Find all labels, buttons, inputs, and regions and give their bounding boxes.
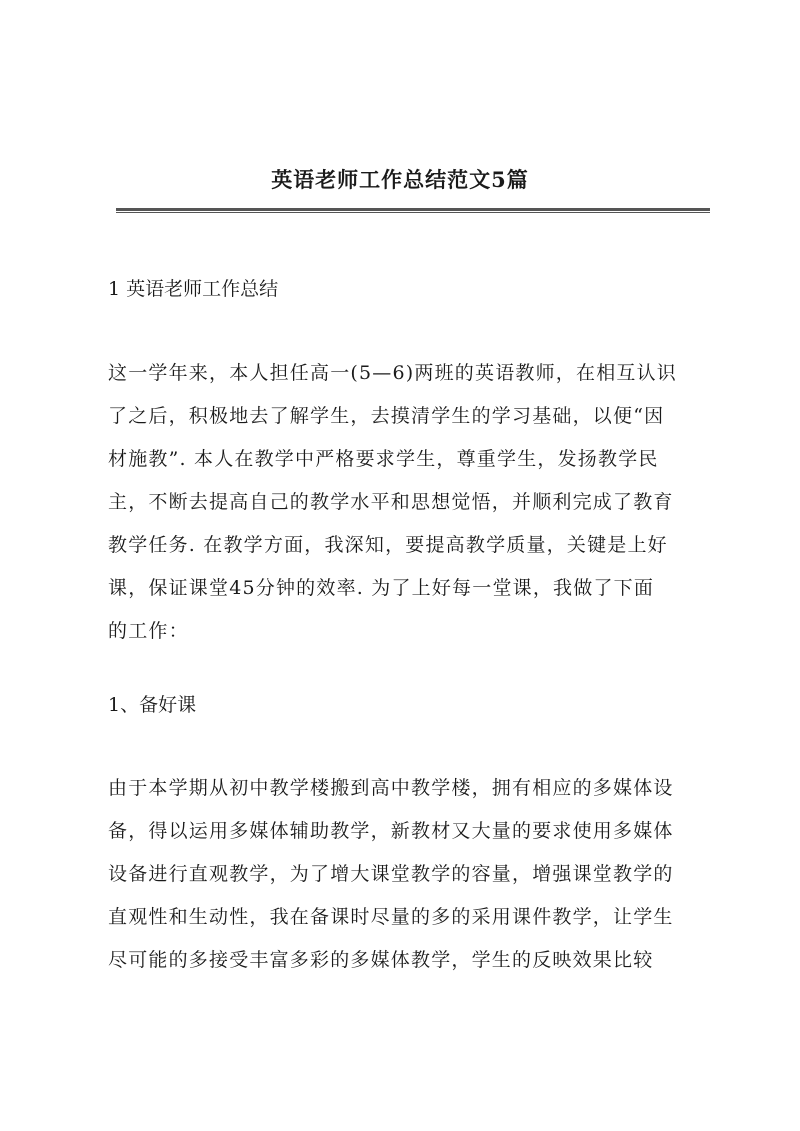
- paragraph-line: 这一学年来，本人担任高一(5—6)两班的英语教师，在相互认识: [108, 362, 678, 384]
- paragraph-line: 材施教”. 本人在教学中严格要求学生，尊重学生，发扬教学民: [108, 448, 659, 470]
- title-divider: [116, 208, 710, 213]
- paragraph-2: [108, 767, 708, 982]
- paragraph-line: 由于本学期从初中教学楼搬到高中教学楼，拥有相应的多媒体设: [108, 777, 674, 799]
- paragraph-line: 尽可能的多接受丰富多彩的多媒体教学，学生的反映效果比较: [108, 949, 654, 971]
- paragraph-line: 备，得以运用多媒体辅助教学，新教材又大量的要求使用多媒体: [108, 820, 674, 842]
- paragraph-line: 了之后，积极地去了解学生，去摸清学生的学习基础，以便“因: [108, 405, 665, 427]
- paragraph-1: [108, 352, 708, 653]
- sub-heading: 1、备好课: [108, 694, 197, 716]
- paragraph-line: 的工作：: [108, 620, 189, 642]
- paragraph-line: 主，不断去提高自己的教学水平和思想觉悟，并顺利完成了教育: [108, 491, 674, 513]
- paragraph-line: 设备进行直观教学，为了增大课堂教学的容量，增强课堂教学的: [108, 863, 674, 885]
- paragraph-line: 课，保证课堂45分钟的效率. 为了上好每一堂课，我做了下面: [108, 577, 655, 599]
- paragraph-line: 教学任务. 在教学方面，我深知，要提高教学质量，关键是上好: [108, 534, 668, 556]
- paragraph-line: 直观性和生动性，我在备课时尽量的多的采用课件教学，让学生: [108, 906, 674, 928]
- document-title: 英语老师工作总结范文5篇: [271, 167, 529, 192]
- section-heading: 1 英语老师工作总结: [108, 278, 279, 300]
